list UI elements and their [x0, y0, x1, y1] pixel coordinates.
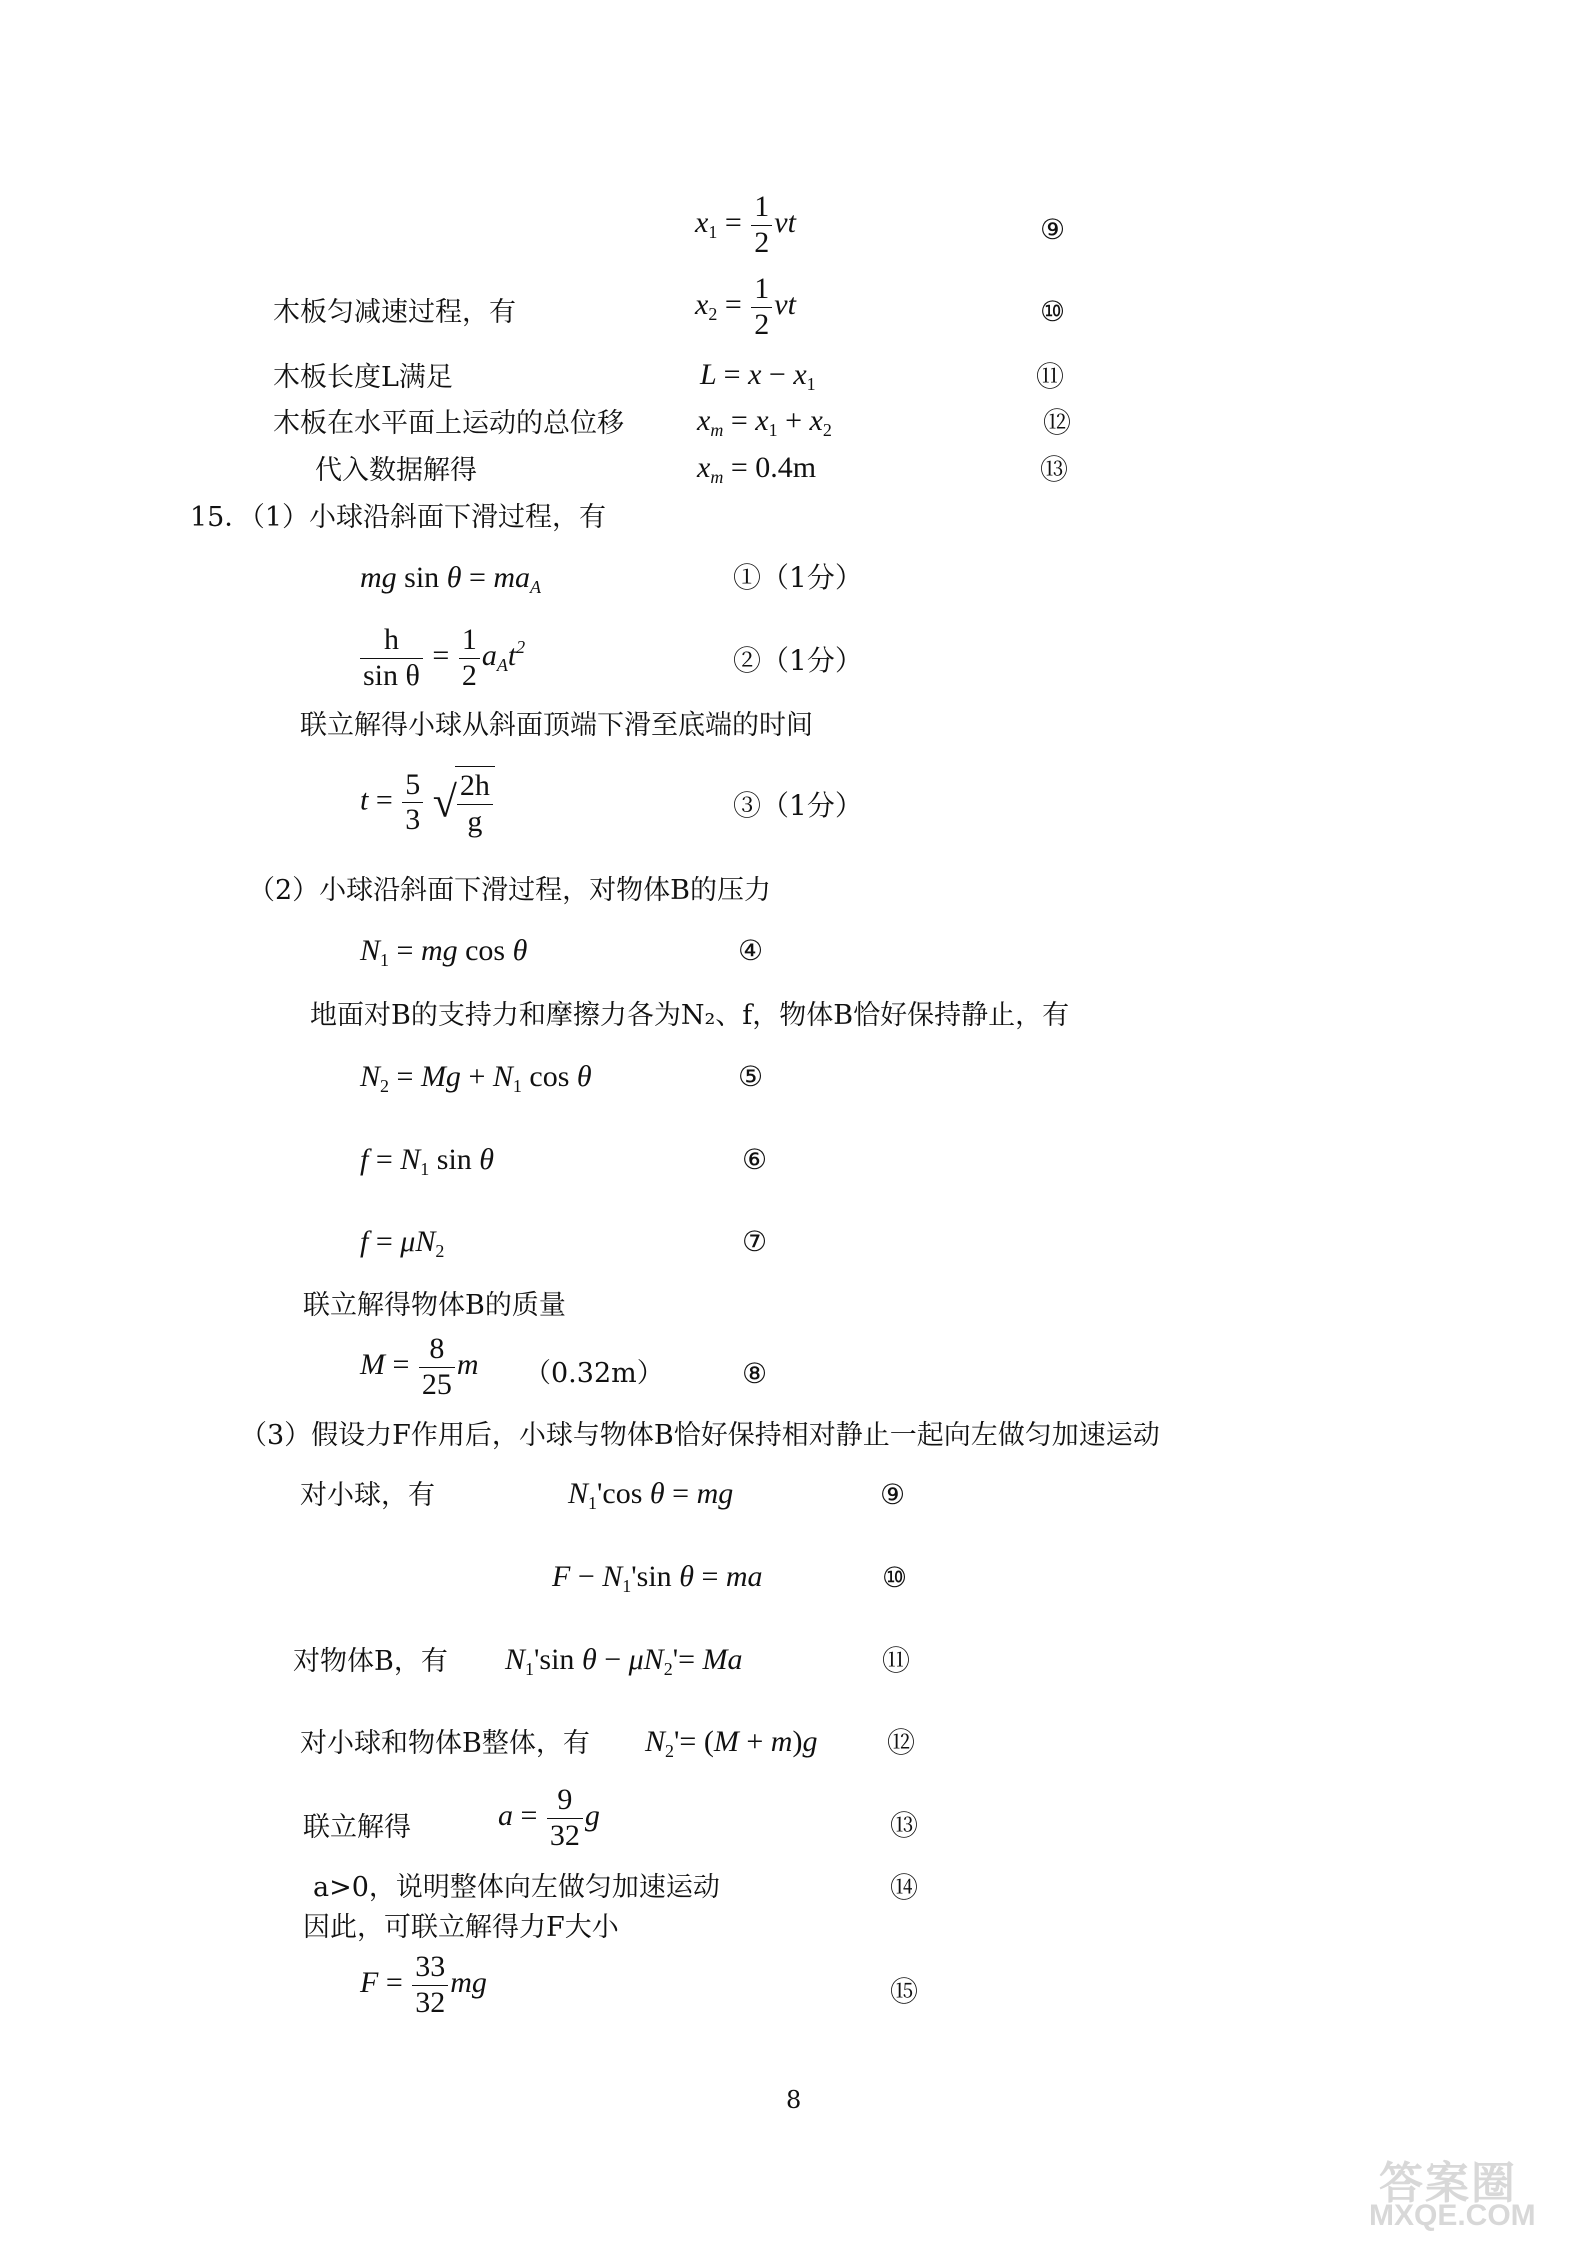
- equation-3: t = $\frac{5}{3}$ √ $\frac{2h}{g}$: [360, 766, 495, 839]
- text-line: 对小球，有: [300, 1480, 435, 1511]
- equation-number: ⑪: [1036, 360, 1065, 393]
- equation-x1-half-vt: $x_1$ = $\frac{1}{2}$ vt: [695, 190, 796, 259]
- text-line: 木板长度L满足: [273, 362, 453, 393]
- text-line: 联立解得物体B的质量: [303, 1290, 566, 1321]
- watermark-bottom-text: MXQE.COM: [1369, 2199, 1536, 2232]
- text-line: 木板在水平面上运动的总位移: [273, 408, 624, 439]
- equation-12: $N_2'= (M + m)g$: [645, 1725, 818, 1761]
- mass-decimal: （0.32m）: [524, 1358, 664, 1389]
- question-heading: （3）假设力F作用后，小球与物体B恰好保持相对静止一起向左做匀加速运动: [240, 1420, 1160, 1451]
- equation-xm-value: $x_m = 0.4m$: [697, 451, 817, 487]
- equation-number: ⑬: [1040, 453, 1069, 486]
- equation-L: $L = x - x_1$: [700, 358, 816, 394]
- equation-number: ⑩: [1040, 295, 1066, 328]
- text-line: 联立解得: [303, 1812, 411, 1843]
- page-number: 8: [786, 2086, 802, 2114]
- equation-number: ⑦: [742, 1225, 768, 1258]
- question-heading: （2）小球沿斜面下滑过程，对物体B的压力: [248, 875, 772, 906]
- equation-11: $N_1'\sin$ $\theta - \mu N_2'= Ma$: [505, 1643, 743, 1679]
- xm-value: 0.4m: [755, 451, 817, 484]
- equation-4: $N_1$ = mg cos θ: [360, 934, 528, 970]
- equation-number: ⑮: [890, 1975, 919, 2008]
- equation-x2-half-vt: $x_2$ = $\frac{1}{2}$ vt: [695, 272, 796, 341]
- text-line: 对物体B，有: [293, 1646, 448, 1677]
- equation-number: ⑬: [890, 1809, 919, 1842]
- equation-number: ⑩: [882, 1561, 908, 1594]
- equation-number: ⑥: [742, 1143, 768, 1176]
- equation-number: ⑤: [738, 1060, 764, 1093]
- equation-15: F = $\frac{33}{32}$ mg: [360, 1950, 487, 2019]
- equation-xm-sum: $x_m = x_1 + x_2$: [697, 404, 832, 440]
- equation-number: ⑭: [890, 1871, 919, 1904]
- text-line: 代入数据解得: [315, 455, 477, 486]
- equation-number: ⑨: [1040, 213, 1066, 246]
- text-line: 地面对B的支持力和摩擦力各为N₂、f，物体B恰好保持静止，有: [310, 1000, 1070, 1031]
- equation-number: ⑪: [882, 1644, 911, 1677]
- equation-9: $N_1'\cos$ θ = mg: [568, 1477, 734, 1513]
- text-line: 联立解得小球从斜面顶端下滑至底端的时间: [300, 710, 813, 741]
- text-line: 对小球和物体B整体，有: [300, 1728, 590, 1759]
- equation-number: ⑫: [1043, 406, 1072, 439]
- equation-1: mg $\sin \theta = ma_A$: [360, 561, 542, 597]
- equation-2: $\frac{h}{\text{sin θ}}$ = $\frac{1}{2}$ $a_At^2$: [358, 623, 525, 693]
- text-line: 木板匀减速过程，有: [273, 297, 516, 328]
- equation-7: $f = \mu N_2$: [360, 1225, 445, 1261]
- equation-13: a = $\frac{9}{32}$ g: [498, 1783, 600, 1852]
- equation-5: $N_2 = Mg + N_1$ cos θ: [360, 1060, 592, 1096]
- watermark-logo: [1349, 2147, 1569, 2237]
- equation-number: ⑧: [742, 1357, 768, 1390]
- equation-10: $F - N_1'\sin$ θ = ma: [552, 1560, 763, 1596]
- equation-8: M = $\frac{8}{25}$ m: [360, 1332, 479, 1401]
- text-line: 因此，可联立解得力F大小: [303, 1912, 619, 1943]
- watermark-top-text: 答案圈: [1379, 2159, 1517, 2208]
- equation-number: ⑨: [880, 1478, 906, 1511]
- question-heading: 15．（1）小球沿斜面下滑过程，有: [190, 502, 607, 533]
- equation-number: ③（1分）: [733, 789, 863, 822]
- equation-number: ⑫: [887, 1726, 916, 1759]
- equation-number: ①（1分）: [733, 561, 863, 594]
- text-line: a>0，说明整体向左做匀加速运动: [313, 1872, 720, 1903]
- equation-6: $f = N_1$ sin θ: [360, 1143, 495, 1179]
- equation-number: ②（1分）: [733, 644, 863, 677]
- equation-number: ④: [738, 934, 764, 967]
